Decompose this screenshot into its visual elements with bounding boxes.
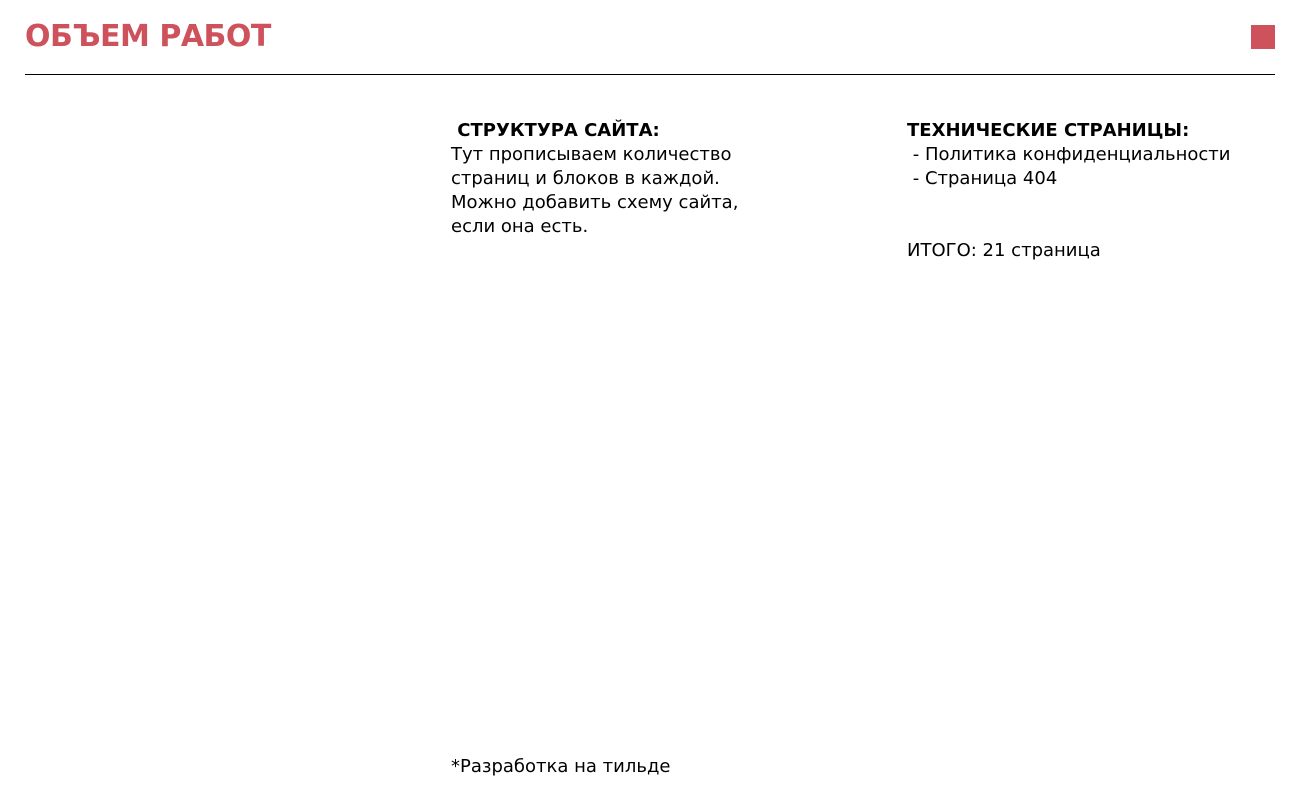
footnote: *Разработка на тильде <box>451 756 671 777</box>
technical-page-item: - Политика конфиденциальности <box>907 144 1231 165</box>
technical-pages-heading: ТЕХНИЧЕСКИЕ СТРАНИЦЫ: <box>907 120 1190 141</box>
technical-page-item: - Страница 404 <box>907 168 1058 189</box>
total-pages: ИТОГО: 21 страница <box>907 240 1101 261</box>
site-structure-line: Можно добавить схему сайта, <box>451 192 739 213</box>
header-divider <box>25 74 1275 75</box>
accent-square <box>1251 25 1275 49</box>
technical-pages-section <box>907 119 1277 263</box>
site-structure-line: Тут прописываем количество <box>451 144 732 165</box>
site-structure-section <box>451 119 781 239</box>
site-structure-line: страниц и блоков в каждой. <box>451 168 720 189</box>
page-title: ОБЪЕМ РАБОТ <box>25 19 271 54</box>
section-spacer <box>907 191 1277 239</box>
site-structure-heading: СТРУКТУРА САЙТА: <box>451 120 660 141</box>
site-structure-line: если она есть. <box>451 216 589 237</box>
